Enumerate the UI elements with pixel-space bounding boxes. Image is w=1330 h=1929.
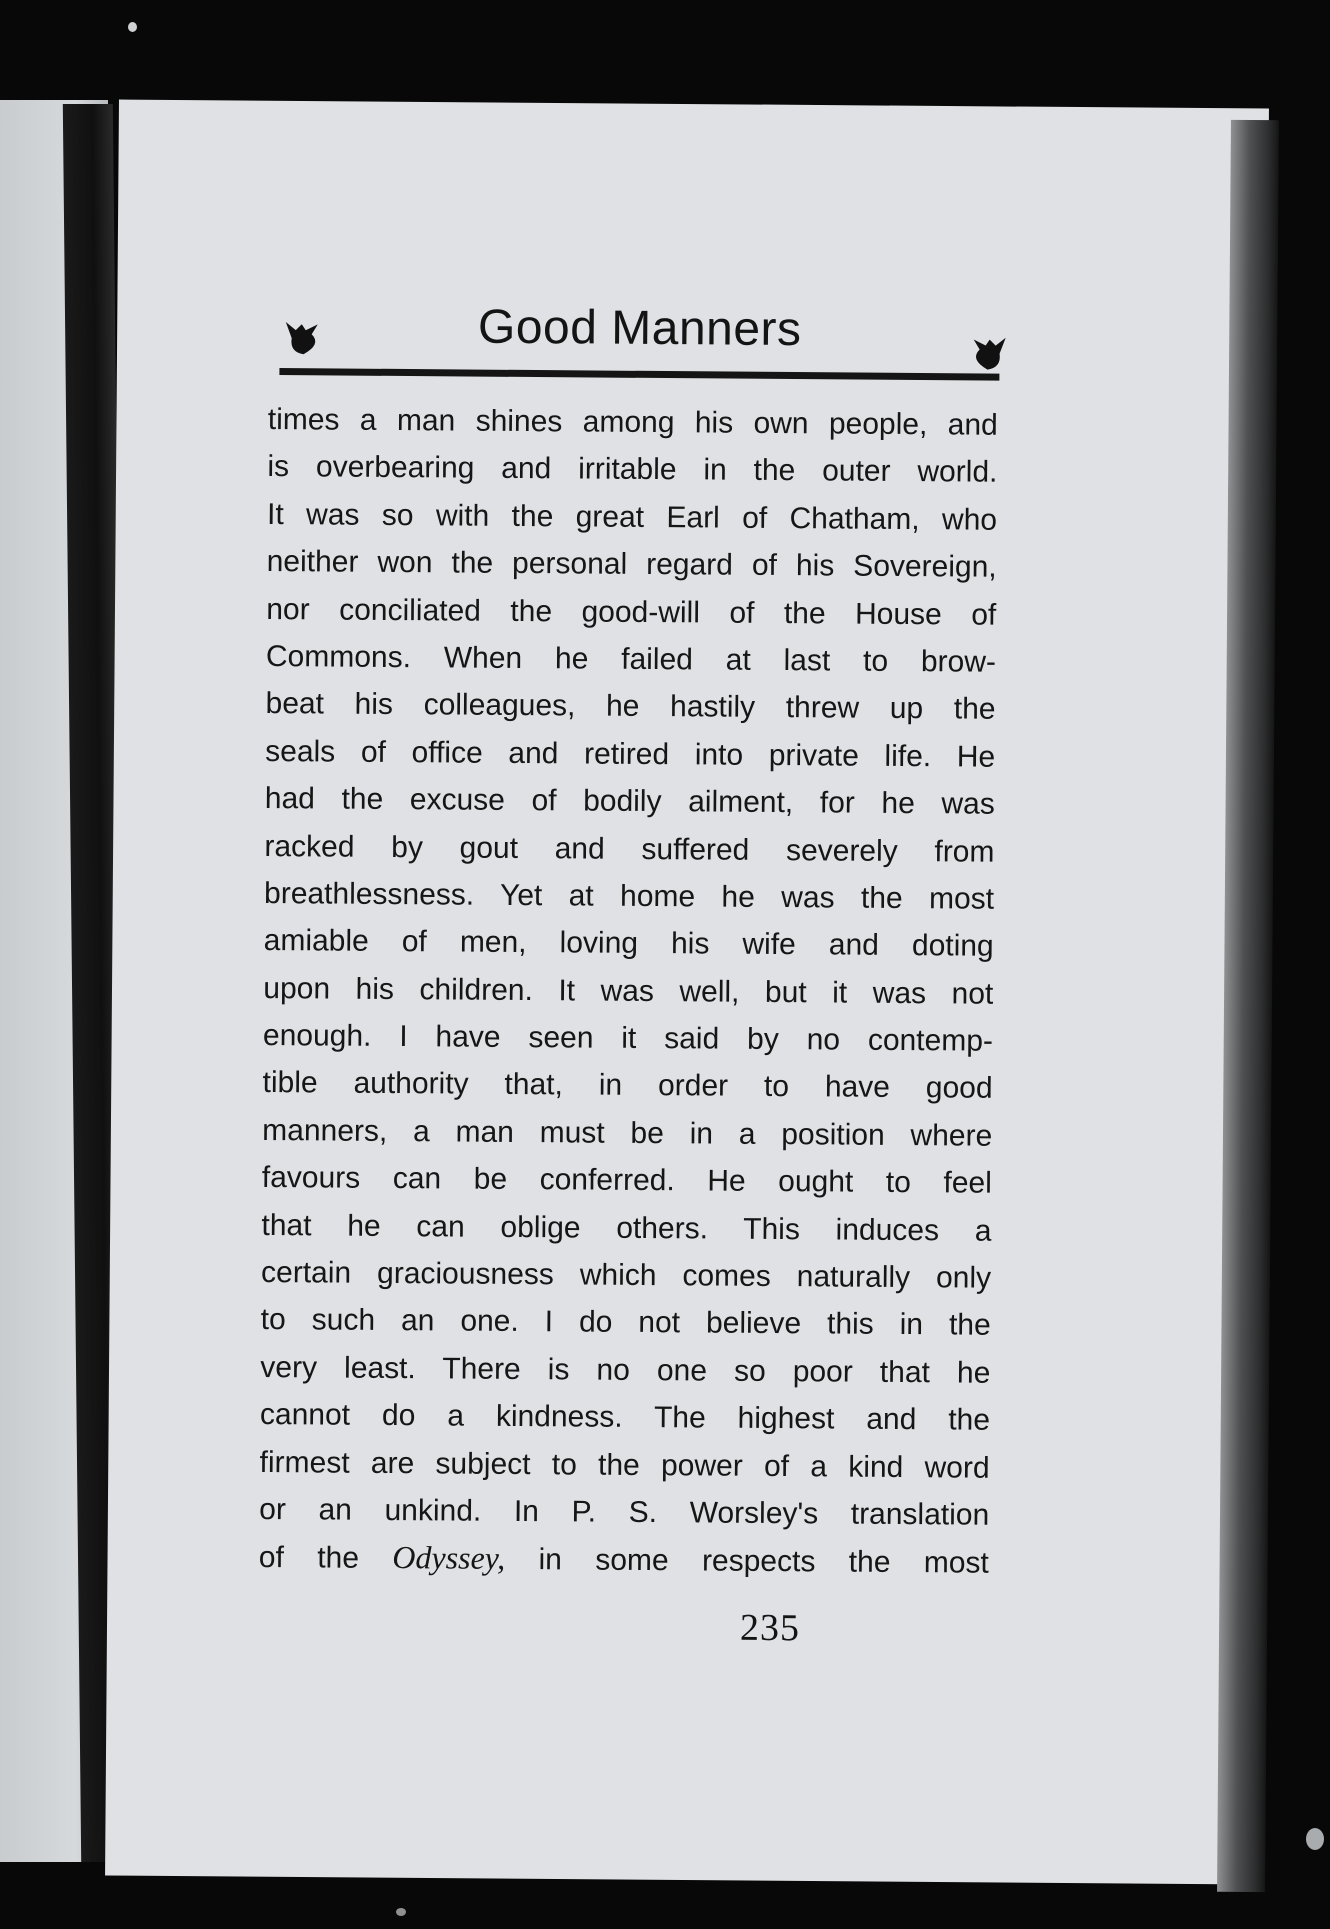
text-line: It was so with the great Earl of Chatham, who: [266, 497, 998, 537]
text-line: times a man shines among his own people, and: [267, 402, 998, 442]
text-line: is overbearing and irritable in the outer world.: [267, 450, 998, 490]
text-line: enough. I have seen it said by no contemp-: [262, 1019, 994, 1058]
scan-speck: [396, 1908, 406, 1916]
text-line: very least. There is no one so poor that he: [260, 1350, 991, 1390]
text-line: favours can be conferred. He ought to feel: [261, 1161, 992, 1200]
text-line: cannot do a kindness. The highest and the: [259, 1398, 991, 1437]
leaf-ornament-icon: [967, 331, 1009, 373]
text-line: Commons. When he failed at last to brow-: [265, 639, 997, 679]
text-line: that he can oblige others. This induces a: [261, 1208, 992, 1248]
page-number: 235: [739, 1606, 801, 1650]
text-fragment: in some respects the most: [538, 1543, 989, 1581]
text-line: upon his children. It was well, but it was not: [263, 971, 994, 1011]
text-line: amiable of men, loving his wife and doting: [263, 924, 994, 964]
text-line: certain graciousness which comes naturally only: [260, 1256, 992, 1295]
text-line: neither won the personal regard of his Sovereign,: [266, 545, 997, 584]
text-line: to such an one. I do not believe this in the: [260, 1303, 991, 1343]
text-line: breathlessness. Yet at home he was the most: [263, 876, 995, 916]
text-line: nor conciliated the good-will of the House of: [266, 592, 997, 632]
text-line: firmest are subject to the power of a kind word: [259, 1445, 990, 1485]
text-line-with-italic: [259, 1533, 989, 1586]
text-line: tible authority that, in order to have good: [262, 1066, 993, 1106]
running-title: Good Manners: [477, 300, 802, 357]
text-line: manners, a man must be in a position where: [262, 1113, 993, 1153]
text-line: beat his colleagues, he hastily threw up the: [265, 687, 996, 727]
text-line: seals of office and retired into private life. He: [265, 734, 996, 774]
text-line: had the excuse of bodily ailment, for he was: [264, 782, 995, 821]
body-text: [259, 396, 998, 1586]
text-line: or an unkind. In P. S. Worsley's translation: [259, 1492, 990, 1532]
header-rule: [279, 368, 999, 381]
scan-speck: [128, 22, 137, 32]
running-header: [277, 298, 1002, 400]
text-line: racked by gout and suffered severely from: [264, 829, 995, 869]
text-fragment: of the: [258, 1541, 360, 1576]
italic-book-title: Odyssey,: [392, 1539, 506, 1577]
scan-speck: [1306, 1828, 1324, 1850]
